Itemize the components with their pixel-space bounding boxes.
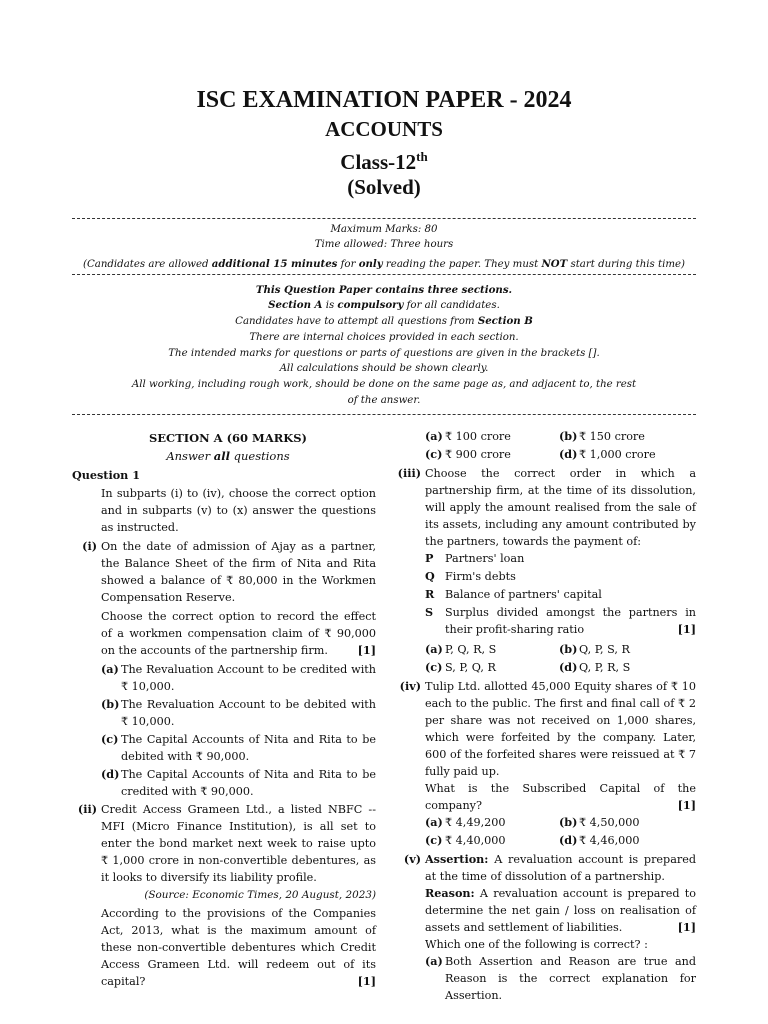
marks-badge: [1] (677, 622, 696, 636)
marks-badge: [1] (357, 974, 376, 988)
option-a: (a) ₹ 100 crore (425, 429, 511, 443)
question-1-label: Question 1 (72, 468, 140, 482)
part-number: (ii) (77, 802, 97, 816)
list-item-q: Q Firm's debts (425, 569, 516, 583)
option-c: (c) ₹ 900 crore (425, 447, 511, 461)
part-text: On the date of admission of Ajay as a partner, the Balance Sheet of the firm of Nita and Rita showed a balance of ₹ 80,000 in the Workmen Compensation Reserve. (101, 540, 376, 604)
question-1-i (72, 538, 376, 800)
max-marks: Maximum Marks: 80 (330, 224, 438, 235)
option-a: (a) P, Q, R, S (425, 642, 497, 656)
list-item-s: S Surplus divided amongst the partners in their profit-sharing ratio [1] (425, 605, 696, 636)
divider-middle (72, 274, 696, 275)
class-label: Class-12 (340, 150, 417, 174)
question-1-v (396, 851, 696, 1004)
instruction-rough-work-cont: of the answer. (347, 395, 421, 406)
instruction-marks: The intended marks for questions or parts of questions are given in the brackets []. (168, 348, 600, 359)
question-1-iv (396, 678, 696, 849)
source-citation: (Source: Economic Times, 20 August, 2023) (144, 889, 376, 901)
marks-badge: [1] (677, 920, 696, 934)
option-b: (b) ₹ 4,50,000 (559, 815, 640, 829)
time-allowed: Time allowed: Three hours (314, 239, 454, 250)
option-d: (d) The Capital Accounts of Nita and Rita to be credited with ₹ 90,000. (101, 767, 376, 798)
part-number: (iv) (399, 679, 421, 693)
right-column (396, 428, 696, 1005)
solved-label: (Solved) (347, 175, 421, 199)
divider-top (72, 218, 696, 219)
option-a: (a) ₹ 4,49,200 (425, 815, 506, 829)
class-superscript: th (416, 149, 428, 164)
part-question: Choose the correct option to record the effect of a workmen compensation claim of ₹ 90,000 on the accounts of the partnership firm. [1] (101, 610, 376, 657)
part-number: (iii) (397, 466, 421, 480)
instruction-choices: There are internal choices provided in each section. (249, 332, 519, 343)
option-c: (c) The Capital Accounts of Nita and Rita to be debited with ₹ 90,000. (101, 732, 376, 763)
question-1-ii (72, 801, 376, 990)
instruction-sections: This Question Paper contains three sections. (255, 284, 513, 296)
option-d: (d) Q, P, R, S (559, 660, 631, 674)
instruction-section-b: Candidates have to attempt all questions from Section B (235, 315, 533, 327)
option-d: (d) ₹ 1,000 crore (559, 447, 656, 461)
paper-title: ISC EXAMINATION PAPER - 2024 (196, 87, 572, 113)
option-c: (c) S, P, Q, R (425, 660, 496, 674)
list-item-p: P Partners' loan (425, 551, 525, 565)
question-1-iii (396, 465, 696, 676)
part-text: Tulip Ltd. allotted 45,000 Equity shares of ₹ 10 each to the public. The first and final call of ₹ 2 per share was not received on 1,000 shares, which were forfeited by the company. Later, 600 of the forfeited shares were reissued at ₹ 7 fully paid up. (425, 680, 696, 778)
part-question: According to the provisions of the Companies Act, 2013, what is the maximum amount of these non-convertible debentures which Credit Access Grameen Ltd. will redeem out of its capital? [1] (101, 907, 376, 988)
instruction-compulsory: Section A is compulsory for all candidates. (268, 299, 500, 311)
question-1-ii-options (396, 428, 696, 463)
part-number: (i) (82, 539, 97, 553)
option-b: (b) ₹ 150 crore (559, 429, 645, 443)
part-question: Which one of the following is correct? : (425, 938, 648, 951)
instruction-rough-work: All working, including rough work, should be done on the same page as, and adjacent to, the rest (131, 379, 637, 390)
part-text: Credit Access Grameen Ltd., a listed NBFC -- MFI (Micro Finance Institution), is all set to enter the bond market next week to raise upto ₹ 1,000 crore in non-convertible debentures, as it looks to diversify its liability profile. (101, 803, 376, 884)
divider-bottom (72, 414, 696, 415)
class-title (0, 144, 768, 175)
reading-time-note: (Candidates are allowed additional 15 minutes for only reading the paper. They must NOT start during this time) (82, 258, 685, 270)
assertion: Assertion: A revaluation account is prepared at the time of dissolution of a partnership. (425, 852, 696, 883)
instruction-calculations: All calculations should be shown clearly. (279, 363, 489, 374)
option-a: (a) The Revaluation Account to be credited with ₹ 10,000. (101, 662, 376, 693)
left-column (72, 429, 376, 990)
question-1-intro: In subparts (i) to (iv), choose the correct option and in subparts (v) to (x) answer the questions as instructed. (101, 487, 376, 534)
marks-badge: [1] (677, 798, 696, 812)
section-a-instruction: Answer all questions (166, 449, 290, 463)
option-d: (d) ₹ 4,46,000 (559, 833, 640, 847)
option-c: (c) ₹ 4,40,000 (425, 833, 506, 847)
list-item-r: R Balance of partners' capital (425, 587, 602, 601)
marks-badge: [1] (357, 643, 376, 657)
option-b: (b) The Revaluation Account to be debited with ₹ 10,000. (101, 697, 376, 728)
part-question: What is the Subscribed Capital of the company? [1] (425, 782, 696, 812)
section-a-heading: SECTION A (60 MARKS) (148, 431, 308, 445)
option-a: (a) Both Assertion and Reason are true and Reason is the correct explanation for Assertion. (425, 954, 696, 1002)
part-number: (v) (403, 852, 421, 866)
part-text: Choose the correct order in which a partnership firm, at the time of its dissolution, will apply the amount realised from the sale of its assets, including any amount contributed by the partners, towards the payment of: (425, 467, 696, 548)
option-b: (b) Q, P, S, R (559, 642, 630, 656)
subject-title: ACCOUNTS (325, 117, 443, 141)
reason: Reason: A revaluation account is prepared to determine the net gain / loss on realisation of assets and settlement of liabilities. [1] (425, 886, 696, 934)
